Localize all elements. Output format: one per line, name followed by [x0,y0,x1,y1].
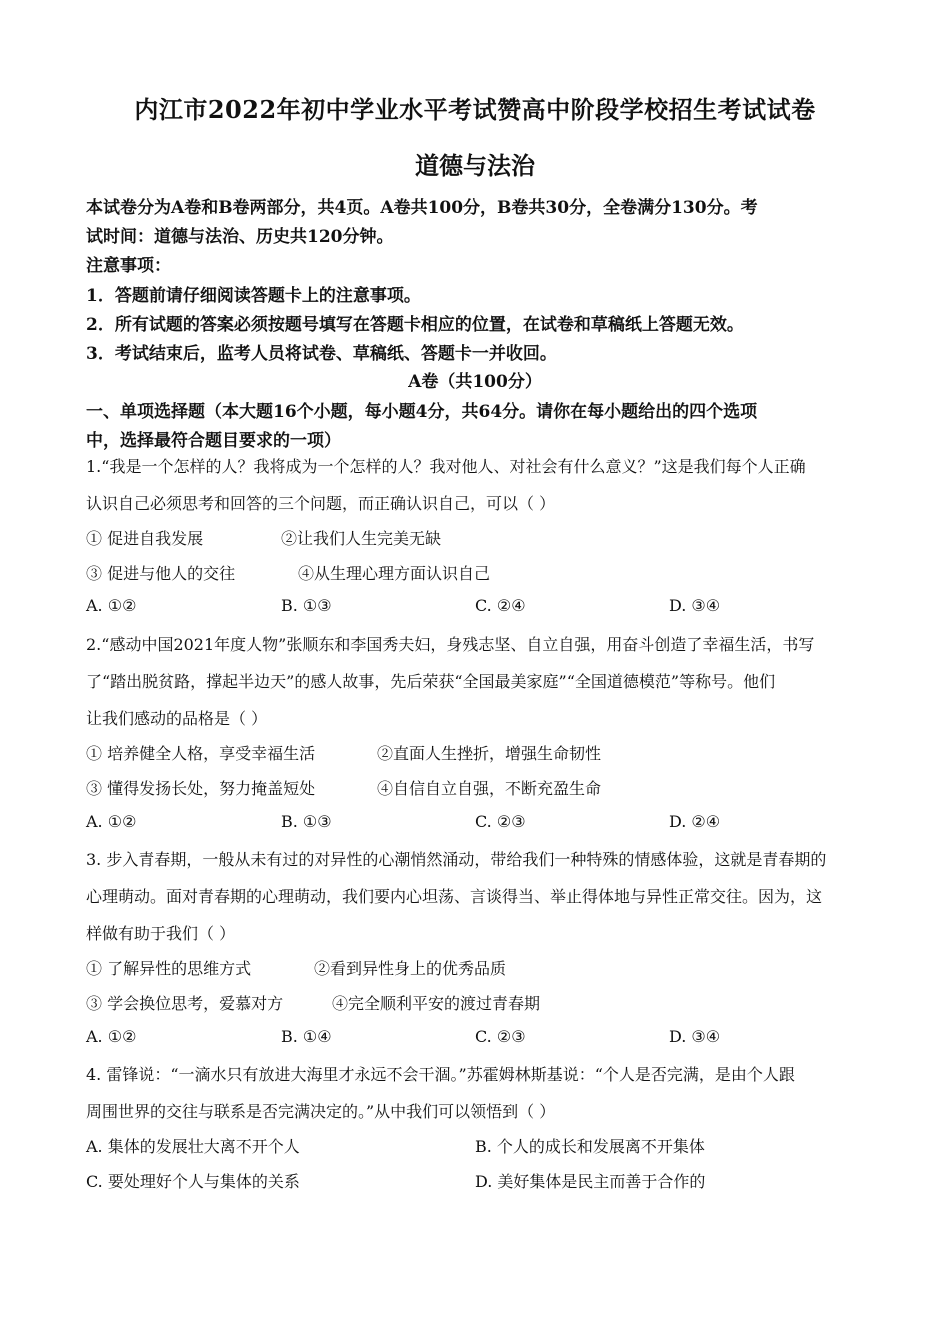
choice-b[interactable]: B. ①④ [281,1027,332,1046]
choice-b[interactable]: B. ①③ [281,596,332,615]
question-text-line: 1.“我是一个怎样的人？我将成为一个怎样的人？我对他人、对社会有什么意义？”这是我们每个人正确 [86,457,806,476]
notice-item-2: 2．所有试题的答案必须按题号填写在答题卡相应的位置，在试卷和草稿纸上答题无效。 [86,315,744,335]
statement-item: ① 了解异性的思维方式 [86,959,252,978]
part-heading-line-1: 一、单项选择题（本大题16个小题，每小题4分，共64分。请你在每小题给出的四个选项 [86,402,758,422]
statement-item: ②让我们人生完美无缺 [281,529,442,548]
statement-item: ②直面人生挫折，增强生命韧性 [377,744,602,763]
choice-c[interactable]: C. ②③ [475,1027,526,1046]
question-text-line: 认识自己必须思考和回答的三个问题，而正确认识自己，可以（ ） [86,494,556,513]
question-text-line: 周围世界的交往与联系是否完满决定的。”从中我们可以领悟到（ ） [86,1102,556,1121]
exam-title: 内江市2022年初中学业水平考试赞高中阶段学校招生考试试卷 [134,95,816,124]
part-heading-line-2: 中，选择最符合题目要求的一项） [86,431,341,451]
choice-c[interactable]: C. ②③ [475,812,526,831]
choice-c[interactable]: C. ②④ [475,596,526,615]
choice-b[interactable]: B. ①③ [281,812,332,831]
statement-item: ① 培养健全人格，享受幸福生活 [86,744,316,763]
notice-item-3: 3．考试结束后，监考人员将试卷、草稿纸、答题卡一并收回。 [86,344,557,364]
notice-title: 注意事项： [86,256,171,276]
question-text-line: 让我们感动的品格是（ ） [86,709,268,728]
statement-item: ④自信自立自强，不断充盈生命 [377,779,602,798]
choice-d[interactable]: D. ②④ [669,812,721,831]
statement-item: ④完全顺利平安的渡过青春期 [332,994,541,1013]
statement-item: ③ 懂得发扬长处，努力掩盖短处 [86,779,316,798]
question-text-line: 了“踏出脱贫路，撑起半边天”的感人故事，先后荣获“全国最美家庭”“全国道德模范”等称号。他们 [86,672,776,691]
choice-a[interactable]: A. ①② [86,596,137,615]
choice-d[interactable]: D. 美好集体是民主而善于合作的 [475,1172,706,1191]
statement-item: ④从生理心理方面认识自己 [298,564,491,583]
question-text-line: 4. 雷锋说：“一滴水只有放进大海里才永远不会干涸。”苏霍姆林斯基说：“个人是否完满，是由个人跟 [86,1065,795,1084]
statement-item: ① 促进自我发展 [86,529,204,548]
choice-d[interactable]: D. ③④ [669,1027,721,1046]
statement-item: ③ 促进与他人的交往 [86,564,236,583]
question-text-line: 2.“感动中国2021年度人物”张顺东和李国秀夫妇，身残志坚、自立自强，用奋斗创造了幸福生活，书写 [86,635,815,654]
volume-heading: A卷（共100分） [408,372,542,392]
choice-d[interactable]: D. ③④ [669,596,721,615]
choice-a[interactable]: A. ①② [86,1027,137,1046]
question-text-line: 样做有助于我们（ ） [86,924,236,943]
intro-line-2: 试时间：道德与法治、历史共120分钟。 [86,227,394,247]
notice-item-1: 1．答题前请仔细阅读答题卡上的注意事项。 [86,286,421,306]
subject-title: 道德与法治 [415,151,535,180]
question-text-line: 3. 步入青春期，一般从未有过的对异性的心潮悄然涌动，带给我们一种特殊的情感体验，这就是青春期的 [86,850,827,869]
statement-item: ③ 学会换位思考，爱慕对方 [86,994,284,1013]
choice-c[interactable]: C. 要处理好个人与集体的关系 [86,1172,300,1191]
intro-line-1: 本试卷分为A卷和B卷两部分，共4页。A卷共100分，B卷共30分，全卷满分130分。考 [86,198,758,218]
choice-a[interactable]: A. 集体的发展壮大离不开个人 [86,1137,300,1156]
choice-b[interactable]: B. 个人的成长和发展离不开集体 [475,1137,705,1156]
choice-a[interactable]: A. ①② [86,812,137,831]
question-text-line: 心理萌动。面对青春期的心理萌动，我们要内心坦荡、言谈得当、举止得体地与异性正常交往。因为，这 [86,887,823,906]
statement-item: ②看到异性身上的优秀品质 [314,959,507,978]
